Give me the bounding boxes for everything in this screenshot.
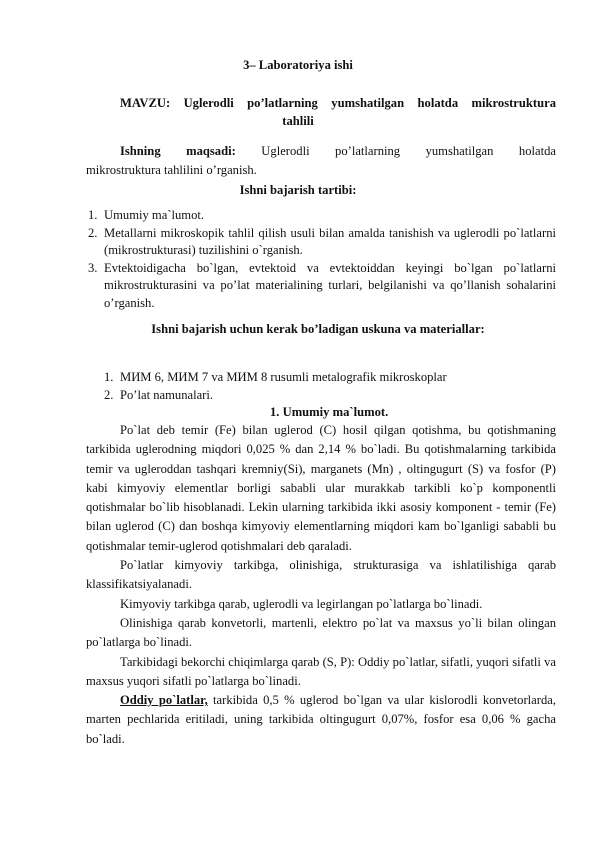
goal-text: Uglerodli po’latlarning yumshatilgan holatda [261, 144, 557, 158]
page-title: 3– Laboratoriya ishi [243, 58, 353, 72]
goal-paragraph [86, 142, 556, 180]
topic-line-1: MAVZU: Uglerodli po’latlarning yumshatilgan holatda mikrostruktura [120, 96, 556, 110]
topic-line-2: tahlili [282, 114, 314, 128]
paragraph-6-text: tarkibida 0,5 % uglerod bo`lgan va ular kislorodli konvetorlarda, marten pechlarida eritiladi, uning tarkibida oltingugurt 0,07%, fosfor esa 0,06 % gacha bo`ladi. [86, 693, 556, 746]
paragraph-5: Tarkibidagi bekorchi chiqimlarga qarab (S, P): Oddiy po`latlar, sifatli, yuqori sifatli va maxsus yuqori sifatli po`latlarga bo`linadi. [86, 654, 556, 688]
list-item: 2. Po’lat namunalari. [104, 388, 214, 402]
section-heading: 1. Umumiy ma`lumot. [270, 405, 389, 419]
steps-list [88, 207, 556, 312]
goal-label: Ishning maqsadi: [120, 144, 236, 158]
paragraph-2: Po`latlar kimyoviy tarkibga, olinishiga, strukturasiga va ishlatilishiga qarab klassifikatsiyalanadi. [86, 558, 556, 592]
order-heading: Ishni bajarish tartibi: [239, 183, 357, 197]
list-item: 3. Evtektoidigacha bo`lgan, evtektoid va evtektoiddan keyingi bo`lgan po`latlarni mikrostrukturasini va po’lat materialining turlari, belgilanishi va qo’llanish sohalarini o’rganish. [88, 260, 556, 310]
paragraph-6 [86, 691, 556, 749]
list-item: 1. Umumiy ma`lumot. [88, 208, 205, 222]
equipment-list [104, 368, 556, 404]
equipment-heading: Ishni bajarish uchun kerak bo’ladigan uskuna va materiallar: [151, 322, 485, 336]
paragraph-4: Olinishiga qarab konvetorli, martenli, elektro po`lat va maxsus yo`li bilan olingan po`latlarga bo`linadi. [86, 615, 556, 650]
list-item: 1. МИМ 6, МИМ 7 va МИМ 8 rusumli metalografik mikroskoplar [104, 370, 447, 384]
list-item: 2. Metallarni mikroskopik tahlil qilish usuli bilan amalda tanishish va uglerodli po`latlarni (mikrostrukturasi) tuzilishini o`rganish. [88, 225, 556, 257]
paragraph-3: Kimyoviy tarkibga qarab, uglerodli va legirlangan po`latlarga bo`linadi. [120, 596, 483, 611]
goal-line-1 [86, 142, 556, 161]
paragraph-6-label: Oddiy po`latlar, [120, 693, 208, 708]
body-text [86, 421, 556, 749]
goal-line-2: mikrostruktura tahlilini o’rganish. [86, 163, 257, 177]
paragraph-1: Po`lat deb temir (Fe) bilan uglerod (C) hosil qilgan qotishma, bu qotishmaning tarkibida uglerodning miqdori 0,025 % dan 2,14 % bo`ladi. Bu qotishmalarning tarkibida temir va ugleroddan tashqari kremniy(Si), marganets (Mn) , oltingugurt (S) va fosfor (P) kabi kimyoviy elementlar borligi sababli ular murakkab tarkibli ko`p komponentli qotishmalar bo`lib hisoblanadi. Lekin ularning tarkibida ikki asosiy komponent - temir (Fe) bilan uglerod (C) dan boshqa kimyoviy elementlarning miqdori kam bo`lganligi sababli bu qotishmalar temir-uglerod qotishmalari deb qaraladi. [86, 423, 556, 553]
